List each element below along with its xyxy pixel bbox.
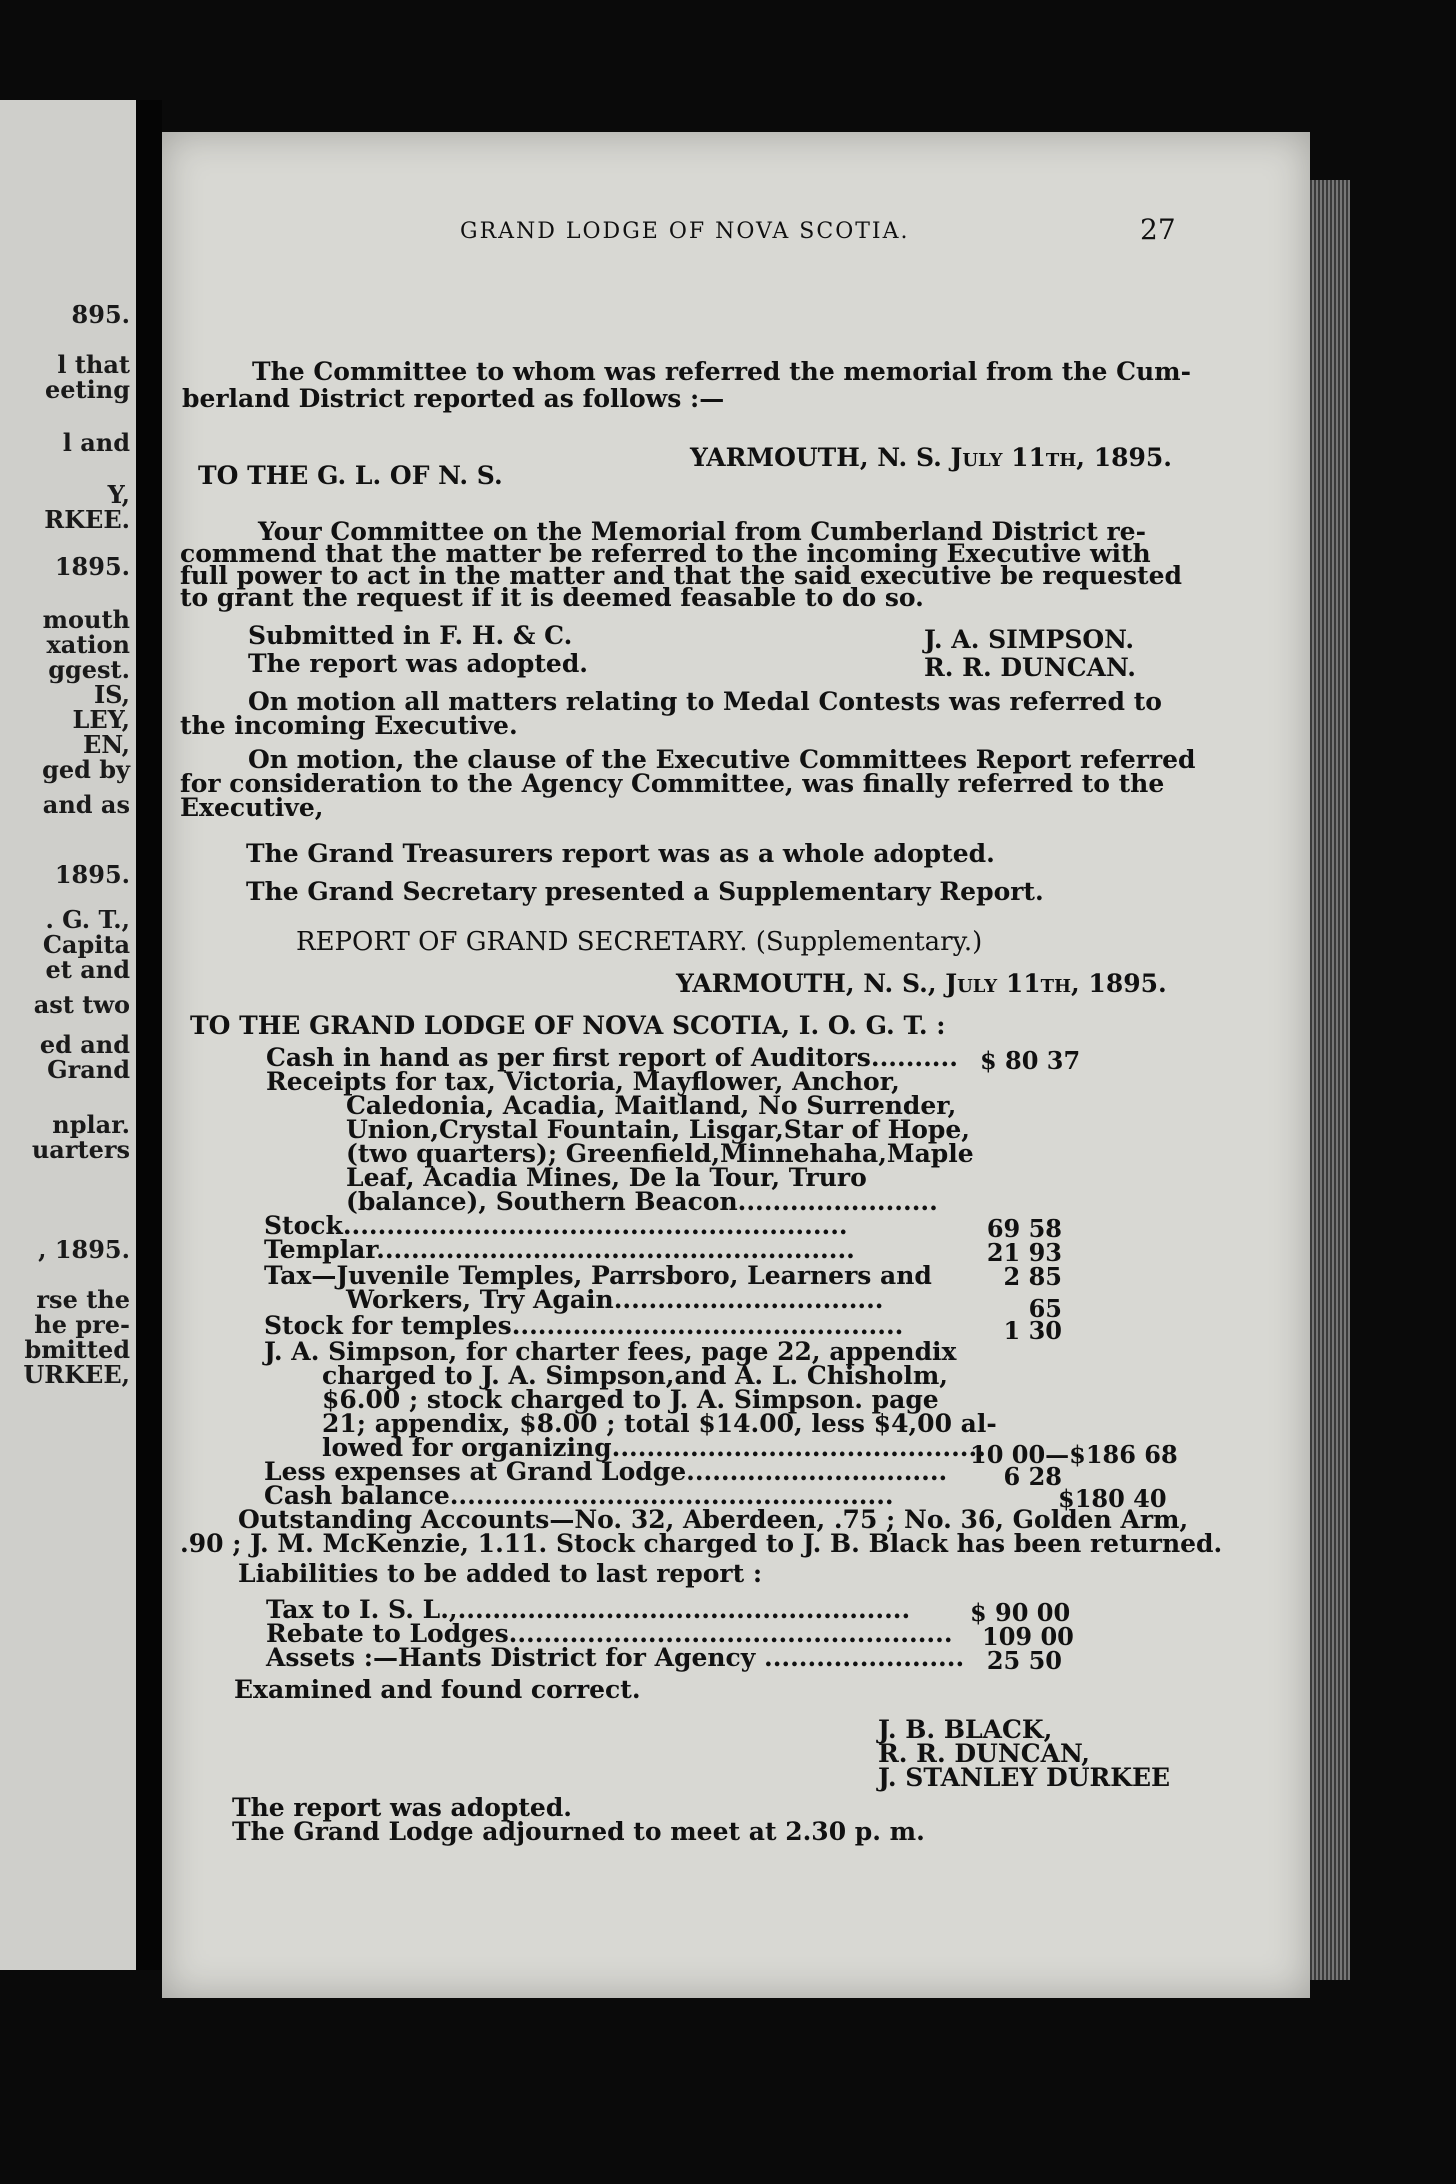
ledger-line: lowed for organizing........................................... — [322, 1433, 986, 1462]
text-line: to grant the request if it is deemed feasable to do so. — [180, 583, 924, 612]
facing-page-text: RKEE. — [44, 505, 130, 534]
text-line: .90 ; J. M. McKenzie, 1.11. Stock charged to J. B. Black has been returned. — [180, 1529, 1223, 1558]
text-line: On motion all matters relating to Medal Contests was referred to — [248, 687, 1162, 716]
dateline: YARMOUTH, N. S., July 11th, 1895. — [676, 969, 1167, 998]
facing-page-text: ast two — [33, 990, 130, 1019]
ledger-line: $6.00 ; stock charged to J. A. Simpson. page — [322, 1385, 939, 1414]
section-heading: REPORT OF GRAND SECRETARY. (Supplementary.) — [296, 927, 983, 957]
ledger-line: Templar....................................................... — [264, 1235, 855, 1264]
facing-page-text: URKEE, — [23, 1360, 130, 1389]
salutation: TO THE G. L. OF N. S. — [198, 461, 503, 490]
signature: J. STANLEY DURKEE — [878, 1763, 1171, 1792]
ledger-line: Stock.......................................................... — [264, 1211, 848, 1240]
ledger-line: Union,Crystal Fountain, Lisgar,Star of Hope, — [346, 1115, 970, 1144]
facing-page-text: l that — [57, 350, 130, 379]
facing-page-text: uarters — [31, 1135, 130, 1164]
facing-page-text: 1895. — [54, 860, 130, 889]
page-edges — [1310, 180, 1350, 1980]
text-line: Liabilities to be added to last report : — [238, 1559, 763, 1588]
text-line: Executive, — [180, 793, 324, 822]
salutation: TO THE GRAND LODGE OF NOVA SCOTIA, I. O. G. T. : — [190, 1011, 946, 1040]
facing-page-text: mouth — [42, 605, 130, 634]
amount: 6 28 — [1003, 1462, 1062, 1491]
facing-page-text: 895. — [71, 300, 130, 329]
text-line: full power to act in the matter and that the said executive be requested — [180, 561, 1182, 590]
amount: $180 40 — [1058, 1484, 1167, 1513]
amount: 109 00 — [982, 1622, 1074, 1651]
text-line: The Grand Lodge adjourned to meet at 2.30 p. m. — [232, 1817, 925, 1846]
facing-page-text: Y, — [107, 480, 130, 509]
ledger-line: charged to J. A. Simpson,and A. L. Chisholm, — [322, 1361, 948, 1390]
text-line: commend that the matter be referred to the incoming Executive with — [180, 539, 1151, 568]
page-number: 27 — [1140, 213, 1176, 246]
text-line: for consideration to the Agency Committee, was finally referred to the — [180, 769, 1165, 798]
amount: 2 85 — [1003, 1262, 1062, 1291]
signature: R. R. DUNCAN. — [924, 653, 1136, 682]
facing-page-text: ed and — [39, 1030, 130, 1059]
text-line: Examined and found correct. — [234, 1675, 641, 1704]
facing-page-text: EN, — [82, 730, 130, 759]
text-line: Outstanding Accounts—No. 32, Aberdeen, .75 ; No. 36, Golden Arm, — [238, 1505, 1189, 1534]
dateline: YARMOUTH, N. S. July 11th, 1895. — [690, 443, 1173, 472]
text-line: The Grand Secretary presented a Supplementary Report. — [246, 877, 1044, 906]
facing-page-text: he pre- — [34, 1310, 130, 1339]
facing-page-text: rse the — [36, 1285, 130, 1314]
facing-page-text: ggest. — [48, 655, 130, 684]
book-page — [162, 132, 1310, 1998]
amount: 1 30 — [1003, 1316, 1062, 1345]
text-line: The Grand Treasurers report was as a whole adopted. — [246, 839, 995, 868]
signature: R. R. DUNCAN, — [878, 1739, 1090, 1768]
amount: 25 50 — [986, 1646, 1062, 1675]
facing-page-text: bmitted — [24, 1335, 130, 1364]
ledger-line: Assets :—Hants District for Agency ....................... — [266, 1643, 965, 1672]
ledger-line: Less expenses at Grand Lodge.............................. — [264, 1457, 948, 1486]
text-line: On motion, the clause of the Executive Committees Report referred — [248, 745, 1196, 774]
ledger-line: Cash in hand as per first report of Auditors.......... — [266, 1043, 958, 1072]
facing-page-text: . G. T., — [45, 905, 130, 934]
ledger-line: Stock for temples............................................. — [264, 1311, 904, 1340]
book-gutter — [136, 100, 162, 1970]
ledger-line: Leaf, Acadia Mines, De la Tour, Truro — [346, 1163, 867, 1192]
facing-page-text: IS, — [93, 680, 130, 709]
amount: 65 — [1028, 1294, 1062, 1323]
ledger-line: Cash balance................................................... — [264, 1481, 894, 1510]
ledger-line: Tax to I. S. L.,.................................................... — [266, 1595, 911, 1624]
signature: J. B. BLACK, — [878, 1715, 1053, 1744]
signature: J. A. SIMPSON. — [924, 625, 1135, 654]
ledger-line: Receipts for tax, Victoria, Mayflower, Anchor, — [266, 1067, 900, 1096]
facing-page-text: ged by — [42, 755, 130, 784]
running-title: GRAND LODGE OF NOVA SCOTIA. — [460, 219, 910, 244]
amount: 69 58 — [986, 1214, 1062, 1243]
facing-page-text: , 1895. — [38, 1235, 130, 1264]
facing-page-fragment — [0, 100, 136, 1970]
ledger-line: 21; appendix, $8.00 ; total $14.00, less $4,00 al- — [322, 1409, 997, 1438]
ledger-line: Rebate to Lodges................................................... — [266, 1619, 953, 1648]
ledger-line: (balance), Southern Beacon....................... — [346, 1187, 938, 1216]
facing-page-text: eeting — [45, 375, 130, 404]
facing-page-text: LEY, — [72, 705, 130, 734]
ledger-line: Caledonia, Acadia, Maitland, No Surrender, — [346, 1091, 957, 1120]
text-line: Your Committee on the Memorial from Cumberland District re- — [258, 517, 1146, 546]
facing-page-text: Grand — [47, 1055, 130, 1084]
facing-page-text: l and — [62, 428, 130, 457]
facing-page-text: Capita — [42, 930, 130, 959]
amount: $ 80 37 — [980, 1046, 1081, 1075]
text-line: The Committee to whom was referred the memorial from the Cum- — [252, 357, 1191, 386]
amount: 21 93 — [986, 1238, 1062, 1267]
text-line: Submitted in F. H. & C. — [248, 621, 573, 650]
ledger-line: Tax—Juvenile Temples, Parrsboro, Learners and — [264, 1261, 932, 1290]
text-line: berland District reported as follows :— — [182, 384, 725, 413]
text-line: the incoming Executive. — [180, 711, 518, 740]
text-line: The report was adopted. — [248, 649, 589, 678]
amount: $ 90 00 — [970, 1598, 1071, 1627]
ledger-line: (two quarters); Greenfield,Minnehaha,Maple — [346, 1139, 974, 1168]
ledger-line: J. A. Simpson, for charter fees, page 22, appendix — [264, 1337, 957, 1366]
facing-page-text: xation — [46, 630, 130, 659]
facing-page-text: nplar. — [52, 1110, 130, 1139]
facing-page-text: et and — [45, 955, 130, 984]
facing-page-text: 1895. — [54, 552, 130, 581]
ledger-line: Workers, Try Again............................... — [346, 1285, 884, 1314]
amount: 10 00—$186 68 — [970, 1440, 1178, 1469]
text-line: The report was adopted. — [232, 1793, 573, 1822]
facing-page-text: and as — [42, 790, 130, 819]
